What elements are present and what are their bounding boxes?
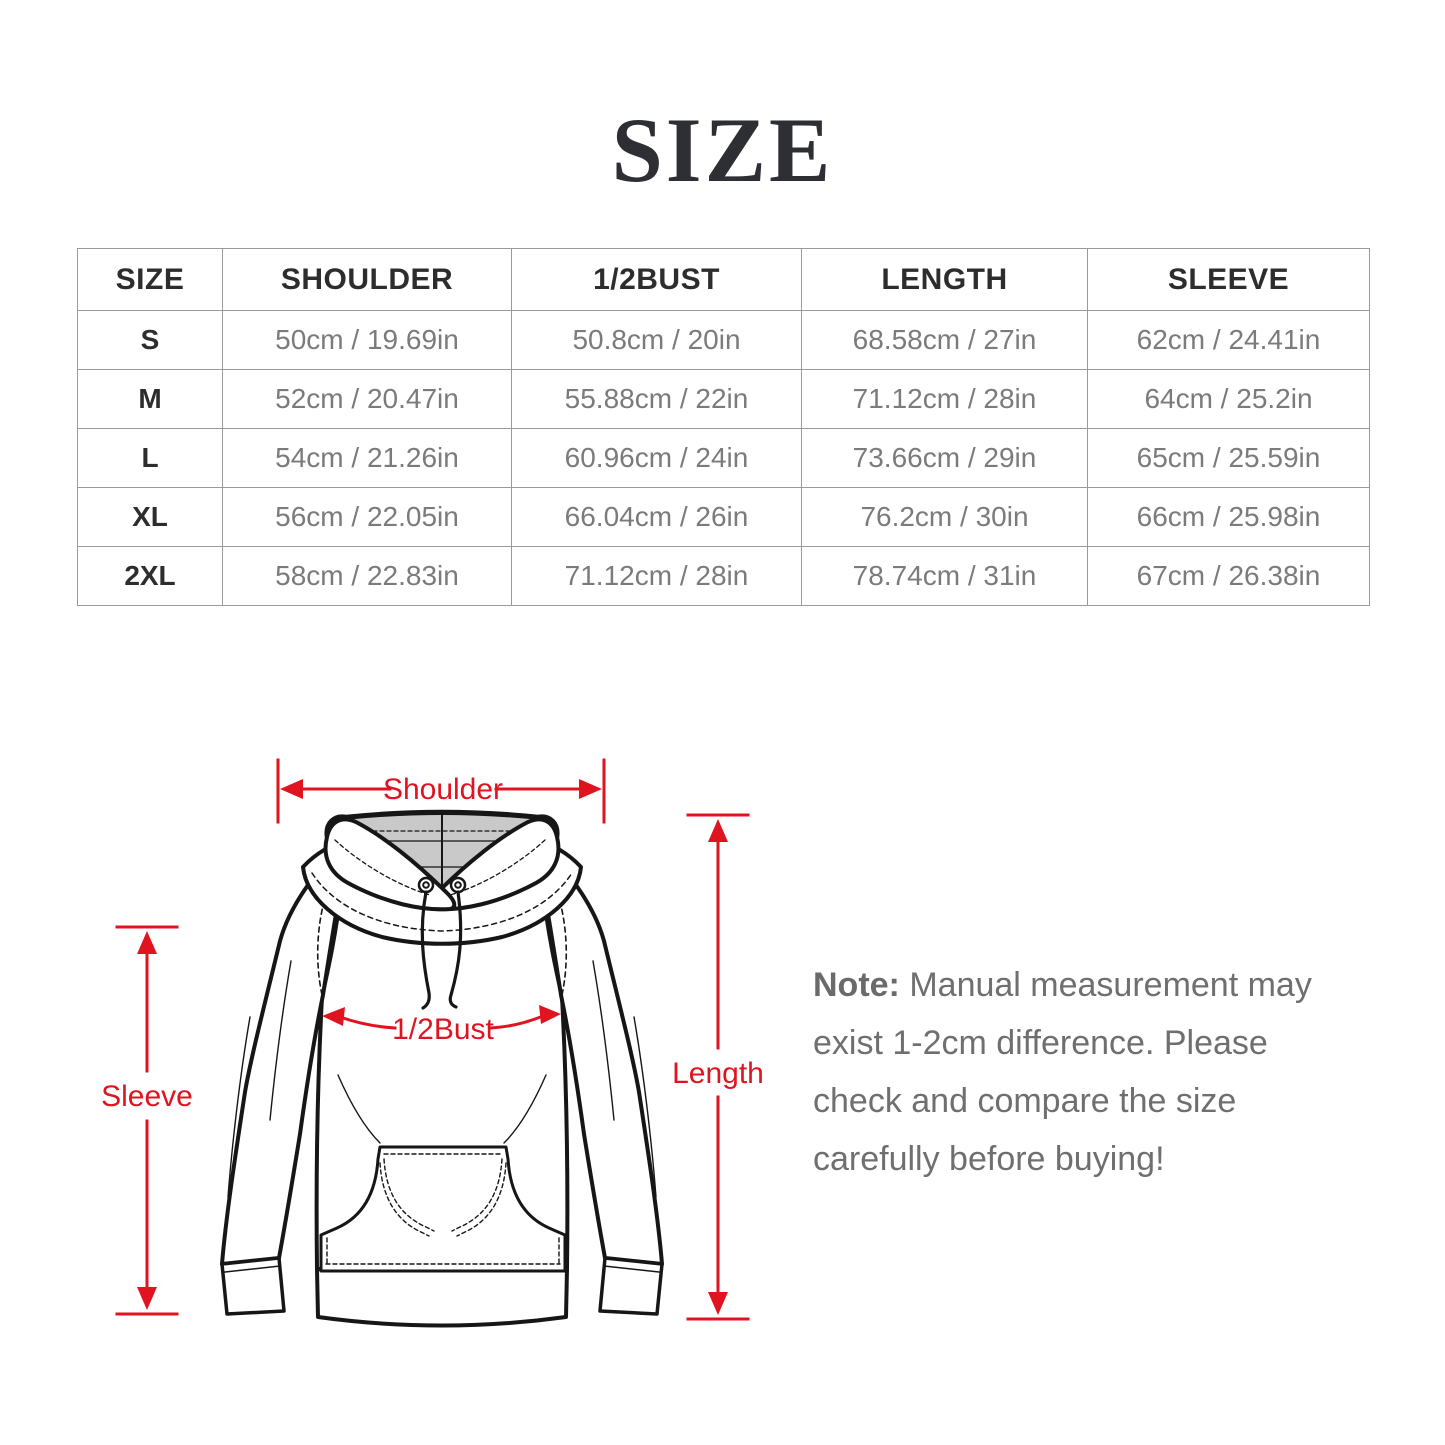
table-row-xl	[78, 488, 1370, 547]
cell-halfbust: 60.96cm / 24in	[512, 429, 802, 488]
row-label: L	[78, 429, 223, 488]
hoodie-drawing	[222, 812, 662, 1326]
cell-halfbust: 55.88cm / 22in	[512, 370, 802, 429]
row-label: XL	[78, 488, 223, 547]
hoodie-hem-band	[317, 1269, 567, 1326]
cell-sleeve: 66cm / 25.98in	[1088, 488, 1370, 547]
page-title: SIZE	[611, 99, 834, 201]
shoulder-label: Shoulder	[382, 773, 504, 806]
note-body: Manual measurement may exist 1-2cm difference. Please check and compare the size carefully before buying!	[813, 966, 1312, 1178]
cell-shoulder: 58cm / 22.83in	[223, 547, 512, 606]
table-row-m	[78, 370, 1370, 429]
cell-sleeve: 62cm / 24.41in	[1088, 311, 1370, 370]
sleeve-arrow	[117, 927, 177, 1314]
size-table	[77, 248, 1370, 606]
col-header-halfbust: 1/2BUST	[512, 249, 802, 311]
arrowhead-down-icon	[137, 1287, 157, 1310]
cell-length: 68.58cm / 27in	[802, 311, 1088, 370]
arrowhead-left-icon	[280, 779, 303, 799]
cell-sleeve: 67cm / 26.38in	[1088, 547, 1370, 606]
left-eyelet	[419, 878, 433, 892]
sleeve-label: Sleeve	[101, 1080, 193, 1113]
hoodie-measurement-diagram	[90, 745, 790, 1355]
row-label: S	[78, 311, 223, 370]
arrowhead-up-icon	[708, 819, 728, 842]
cell-length: 76.2cm / 30in	[802, 488, 1088, 547]
arrowhead-right-icon	[579, 779, 602, 799]
arrowhead-down-icon	[708, 1292, 728, 1315]
cell-sleeve: 65cm / 25.59in	[1088, 429, 1370, 488]
col-header-sleeve: SLEEVE	[1088, 249, 1370, 311]
cell-shoulder: 54cm / 21.26in	[223, 429, 512, 488]
cell-length: 71.12cm / 28in	[802, 370, 1088, 429]
cell-shoulder: 50cm / 19.69in	[223, 311, 512, 370]
row-label: 2XL	[78, 547, 223, 606]
cell-sleeve: 64cm / 25.2in	[1088, 370, 1370, 429]
table-row-l	[78, 429, 1370, 488]
cell-length: 78.74cm / 31in	[802, 547, 1088, 606]
cell-shoulder: 56cm / 22.05in	[223, 488, 512, 547]
cell-halfbust: 71.12cm / 28in	[512, 547, 802, 606]
col-header-shoulder: SHOULDER	[223, 249, 512, 311]
half-bust-label: 1/2Bust	[392, 1013, 494, 1046]
cell-halfbust: 50.8cm / 20in	[512, 311, 802, 370]
col-header-length: LENGTH	[802, 249, 1088, 311]
length-label: Length	[672, 1057, 764, 1090]
table-row-2xl	[78, 547, 1370, 606]
arrowhead-up-icon	[137, 931, 157, 954]
right-eyelet	[451, 878, 465, 892]
col-header-size: SIZE	[78, 249, 223, 311]
cell-shoulder: 52cm / 20.47in	[223, 370, 512, 429]
row-label: M	[78, 370, 223, 429]
note-label: Note:	[813, 966, 900, 1004]
note-text	[813, 956, 1329, 1188]
cell-length: 73.66cm / 29in	[802, 429, 1088, 488]
table-row-s	[78, 311, 1370, 370]
size-table-header-row	[78, 249, 1370, 311]
cell-halfbust: 66.04cm / 26in	[512, 488, 802, 547]
